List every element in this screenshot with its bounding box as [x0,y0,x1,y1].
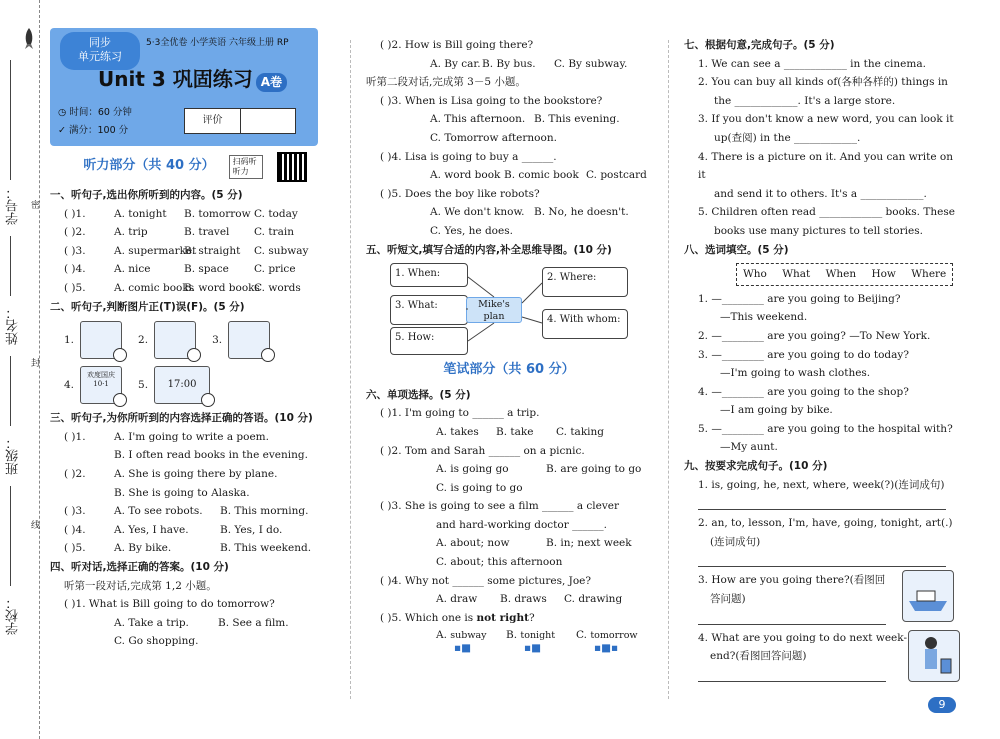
section-2-heading: 二、听句子,判断图片正(T)误(F)。(5 分) [50,300,245,313]
question-6-4: ( )4. Why not ______ some pictures, Joe? [380,574,592,587]
column-3: 七、根据句意,完成句子。(5 分) 1. We can see a ____________ in the cinema. 2. You can buy all kinds of(各种各样的) things in the ____________. It's a large store. 3. If you don't know a new word, you can look it up(查阅) in the ____________. 4. There is a picture on it. And you can write on it and send it to others. It's a ____________. 5. Children often read ____________ books. These books use many pictures to tell stories. 八、选词填空。(5 分) Who What When How Where 1. —________ are you going to Beijing? —This weekend. 2. —________ are you going? —To New York. 3. —________ are you going to do today? —I'm going to wash clothes. 4. —________ are you going to the shop? —I am going by bike. 5. —________ are you going to the hospital with? —My aunt. 九、按要求完成句子。(10 分) 1. is, going, he, next, where, week(?)(连词成句) 2. an, to, lesson, I'm, have, going, tonight, art(.) (连词成句) 3. How are you going there?(看图回 答问题) 4. What are you going to do next week- end?(看图回答问题) [684,36,956,686]
name-label: 姓名： [6,306,21,345]
stress-boxes-icon: ▪■ [524,642,542,655]
mind-map-where[interactable]: 2. Where: [542,267,628,297]
binding-margin [0,0,40,739]
question-4-2: ( )2. How is Bill going there? [380,39,534,51]
rocket-icon [22,28,36,50]
question-4-5: ( )5. Does the boy like robots? [380,187,540,200]
seal-char-3: 线 [29,520,39,529]
unit-title: Unit 3 巩固练习 A卷 [98,70,287,92]
picture-bike-icon [80,321,122,359]
stress-boxes-icon: ▪■ [454,642,472,655]
answer-line[interactable] [698,551,946,567]
list-item: ( )3. A. To see robots. B. This morning. [64,505,309,518]
section-1-heading: 一、听句子,选出你所听到的内容。(5 分) [50,189,243,201]
word-bank: Who What When How Where [736,263,953,286]
syllable-options: A. subway ▪■ B. tonight ▪■ C. tomorrow ▪■▪ [436,629,638,655]
column-divider [350,40,351,699]
unit-banner [50,28,318,146]
traveler-picture-icon [908,630,960,682]
mind-map-center: Mike's plan [466,297,522,323]
list-item: ( )2. A. trip B. travel C. train [64,226,294,239]
class-label: 班级： [6,436,21,475]
written-title: 笔试部分（共 60 分） [443,362,575,378]
scan-label: 扫码听听力 [229,155,263,179]
seal-char-2: 封 [29,358,39,367]
picture-calendar-icon: 欢度国庆 10·1 [80,366,122,404]
list-item: ( )1. A. tonight B. tomorrow C. today [64,207,298,220]
list-item: ( )4. A. nice B. space C. price [64,263,296,276]
column-divider [668,40,669,699]
mind-map [366,263,652,355]
answer-circle[interactable] [187,348,201,362]
answer-circle[interactable] [201,393,215,407]
question-6-3: ( )3. She is going to see a film ______ a clever [380,500,620,513]
check-icon: ✓ [58,125,66,136]
section-3-heading: 三、听句子,为你所听到的内容选择正确的答语。(10 分) [50,412,313,425]
section-1-items [50,205,340,298]
mind-map-how[interactable]: 5. How: [390,327,468,355]
qr-code-icon[interactable] [277,152,307,182]
list-item: ( )2. A. She is going there by plane. [64,467,278,480]
listening-title: 听力部分（共 40 分） [83,157,215,173]
question-6-1: ( )1. I'm going to ______ a trip. [380,407,540,420]
question-6-2: ( )2. Tom and Sarah ______ on a picnic. [380,444,585,457]
stress-boxes-icon: ▪■▪ [594,642,619,655]
dialogue-1-intro: 听第一段对话,完成第 1,2 小题。 [64,579,217,592]
series-title: 5·3全优卷 小学英语 六年级上册 RP [146,38,289,48]
student-no-label: 学号： [6,186,21,225]
evaluation-box[interactable]: 评价 [184,108,296,134]
section-4-heading: 四、听对话,选择正确的答案。(10 分) [50,560,229,573]
section-8-heading: 八、选词填空。(5 分) [684,243,789,256]
answer-line[interactable] [698,609,886,625]
column-2: ( )2. How is Bill going there? A. By car. B. By bus. C. By subway. 听第二段对话,完成第 3－5 小题。 ( )3. When is Lisa going to the bookstore? A. This afternoon. B. This evening. C. Tomorrow afternoon. ( )4. Lisa is going to buy a ______. A. word book B. comic book C. postcard ( )5. Does the boy like robots? A. We don't know. B. No, he doesn't. C. Yes, he does. 五、听短文,填写合适的内容,补全思维导图。(10 分) 1. When: 3. What: 5. How: Mike's plan 2. Where: 4. With whom: 笔试部分（共 60 分） 六、单项选择。(5 分) ( )1. I'm going to ______ a trip. A. takes B. take C. taking ( )2. Tom and Sarah ______ on a picnic. A. is going go B. are going to go C. is going to go ( )3. She is going to see a film ______ a clever and hard-working doctor ______. A. about; now B. in; next week C. about; this afternoon ( )4. Why not ______ some pictures, Joe? A. draw B. draws C. drawing ( )5. Which one is not right? A. subway ▪■ B. tonight ▪■ C. tomorrow ▪■▪ [366,36,652,654]
question-4-4: ( )4. Lisa is going to buy a ______. [380,150,557,163]
mind-map-when[interactable]: 1. When: [390,263,468,287]
answer-circle[interactable] [113,393,127,407]
level-badge: A卷 [256,73,287,92]
question-4-1: ( )1. What is Bill going to do tomorrow? [64,598,275,611]
listening-header [50,152,340,182]
answer-line[interactable] [698,494,946,510]
list-item: ( )1. A. I'm going to write a poem. [64,430,269,443]
mind-map-what[interactable]: 3. What: [390,295,468,325]
answer-line[interactable] [698,666,886,682]
list-item: ( )5. A. comic books B. word books C. words [64,281,301,294]
section-3-items: ( )1. A. I'm going to write a poem. B. I often read books in the evening. ( )2. A. She is going there by plane. B. She is going to Alaska. ( )3. A. To see robots. B. This morning. ( )4. A. Yes, I have. B. Yes, I do. ( )5. A. By bike. B. This weekend. [50,428,340,558]
picture-row-1: 1. 2. 3. [50,319,340,361]
school-label: 学校： [6,596,21,635]
list-item: ( )5. A. By bike. B. This weekend. [64,542,312,555]
answer-circle[interactable] [113,348,127,362]
picture-clock-icon: 17:00 [154,366,210,404]
picture-book-icon [228,321,270,359]
section-7-heading: 七、根据句意,完成句子。(5 分) [684,39,835,51]
dialogue-2-intro: 听第二段对话,完成第 3－5 小题。 [366,76,526,89]
section-6-heading: 六、单项选择。(5 分) [366,388,471,401]
section-9-heading: 九、按要求完成句子。(10 分) [684,460,828,473]
mind-map-connectors [366,263,652,355]
picture-boy-icon [154,321,196,359]
page-number: 9 [928,697,956,713]
answer-circle[interactable] [261,348,275,362]
mind-map-with-whom[interactable]: 4. With whom: [542,309,628,339]
section-5-heading: 五、听短文,填写合适的内容,补全思维导图。(10 分) [366,243,612,256]
column-1: 同步 单元练习 5·3全优卷 小学英语 六年级上册 RP Unit 3 巩固练习 A卷 ◷ 时间：60 分钟 ✓ 满分：100 分 评价 听力部分（共 40 分） 扫码听听力 一、听句子,选出你所听到的内容。(5 分) ( )1. A. tonight B. tomorrow C. today ( )2. A. trip B. travel C. train ( )3. A. supermarket B. straight C. subway ( )4. A. nice B. space C. price ( )5. A. comic books B. word books C. words 二、听句子,判断图片正(T)误(F)。(5 分) 1. 2. 3. 4. 欢度国庆 10·1 5. 17:00 三、听句子,为你所听到的内容选择正确的答语。(10 分) ( )1. A. I'm going to write a poem. B. I often read books in the evening. ( )2. A. She is going there by plane. B. She is going to Alaska. ( )3. A. To see robots. B. This morning. ( )4. A. Yes, I have. B. Yes, I do. ( )5. A. By bike. B. This weekend. 四、听对话,选择正确的答案。(10 分) 听第一段对话,完成第 1,2 小题。 ( )1. What is Bill going to do tomorrow? A. Take a trip. B. See a film. C. Go shopping. [50,28,340,651]
clock-icon: ◷ [58,107,67,118]
question-6-5: ( )5. Which one is not right? [380,611,535,624]
list-item: ( )3. A. supermarket B. straight C. subway [64,244,309,257]
ship-picture-icon [902,570,954,622]
exam-info: ◷ 时间：60 分钟 ✓ 满分：100 分 [58,107,132,136]
sync-tag: 同步 单元练习 [60,32,140,70]
picture-row-2: 4. 欢度国庆 10·1 5. 17:00 [50,364,340,406]
question-4-3: ( )3. When is Lisa going to the bookstore? [380,94,603,107]
seal-char-1: 密 [29,200,39,209]
list-item: ( )4. A. Yes, I have. B. Yes, I do. [64,523,283,536]
